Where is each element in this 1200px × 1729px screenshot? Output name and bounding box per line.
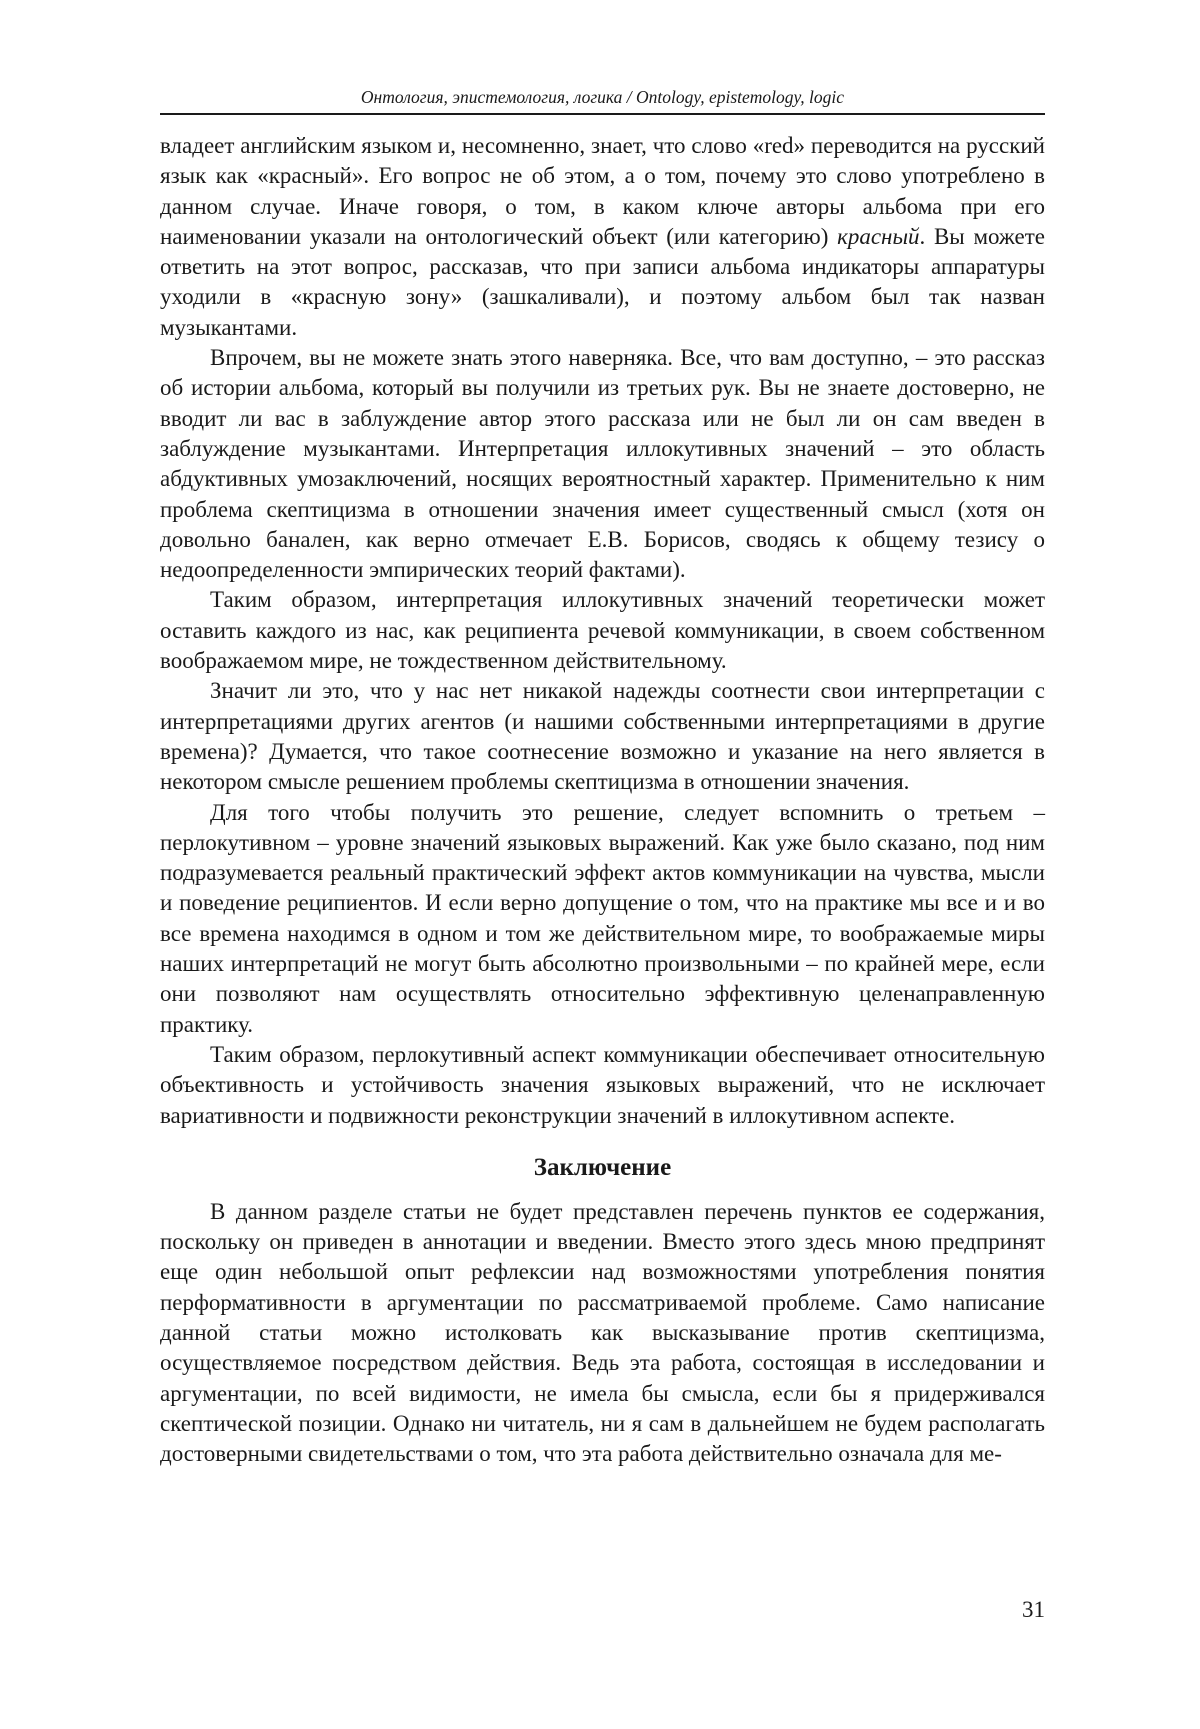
paragraph-2: Впрочем, вы не можете знать этого наверняка. Все, что вам доступно, – это рассказ об истории альбома, который вы получили из третьих рук. Вы не знаете достоверно, не вводит ли вас в заблуждение автор этого рассказа или не был ли он сам введен в заблуждение музыкантами. Интерпретация иллокутивных значений – это область абдуктивных умозаключений, носящих вероятностный характер. Применительно к ним проблема скептицизма в отношении значения имеет существенный смысл (хотя он довольно банален, как верно отмечает Е.В. Борисов, сводясь к общему тезису о недоопределенности эмпирических теорий фактами). bbox=[160, 345, 1045, 583]
section-heading-conclusion: Заключение bbox=[533, 1153, 672, 1181]
paragraph-1 bbox=[160, 131, 1045, 343]
header-rule bbox=[160, 113, 1045, 115]
page-content bbox=[160, 131, 1045, 1469]
paragraph-1-start: владеет английским языком и, несомненно, знает, что слово «red» переводится на русский язык как «красный». Его вопрос не об этом, а о том, почему это слово употреблено в данном случае. Иначе говоря, о том, в каком ключе авторы альбома при его наименовании указали на онтологический объект (или категорию) bbox=[160, 133, 1045, 249]
paragraph-5: Для того чтобы получить это решение, следует вспомнить о третьем – перлокутивном – уровне значений языковых выражений. Как уже было сказано, под ним подразумевается реальный практический эффект актов коммуникации на чувства, мысли и поведение реципиентов. И если верно допущение о том, что на практике мы все и и во все времена находимся в одном и том же действительном мире, то воображаемые миры наших интерпретаций не могут быть абсолютно произвольными – по крайней мере, если они позволяют нам осуществлять относительно эффективную целенаправленную практику. bbox=[160, 799, 1045, 1037]
conclusion-paragraph-1: В данном разделе статьи не будет представлен перечень пунктов ее содержания, поскольку он приведен в аннотации и введении. Вместо этого здесь мною предпринят еще один небольшой опыт рефлексии над возможностями употребления понятия перформативности в аргументации по рассматриваемой проблеме. Само написание данной статьи можно истолковать как высказывание против скептицизма, осуществляемое посредством действия. Ведь эта работа, состоящая в исследовании и аргументации, по всей видимости, не имела бы смысла, если бы я придерживался скептической позиции. Однако ни читатель, ни я сам в дальнейшем не будем располагать достоверными свидетельствами о том, что эта работа действительно означала для ме- bbox=[160, 1198, 1045, 1467]
paragraph-6: Таким образом, перлокутивный аспект коммуникации обеспечивает относительную объективность и устойчивость значения языковых выражений, что не исключает вариативности и подвижности реконструкции значений в иллокутивном аспекте. bbox=[160, 1041, 1045, 1128]
paragraph-1-italic-term: красный bbox=[837, 223, 920, 249]
paragraph-1-end: . Вы можете ответить на этот вопрос, рассказав, что при записи альбома индикаторы аппаратуры уходили в «красную зону» (зашкаливали), и поэтому альбом был так назван музыкантами. bbox=[160, 223, 1045, 340]
page-number: 31 bbox=[1022, 1597, 1045, 1622]
paragraph-4: Значит ли это, что у нас нет никакой надежды соотнести свои интерпретации с интерпретациями других агентов (и нашими собственными интерпретациями в другие времена)? Думается, что такое соотнесение возможно и указание на него является в некотором смысле решением проблемы скептицизма в отношении значения. bbox=[160, 678, 1045, 795]
paragraph-3: Таким образом, интерпретация иллокутивных значений теоретически может оставить каждого из нас, как реципиента речевой коммуникации, в своем собственном воображаемом мире, не тождественном действительному. bbox=[160, 587, 1045, 674]
running-head: Онтология, эпистемология, логика / Ontology, epistemology, logic bbox=[360, 87, 845, 107]
